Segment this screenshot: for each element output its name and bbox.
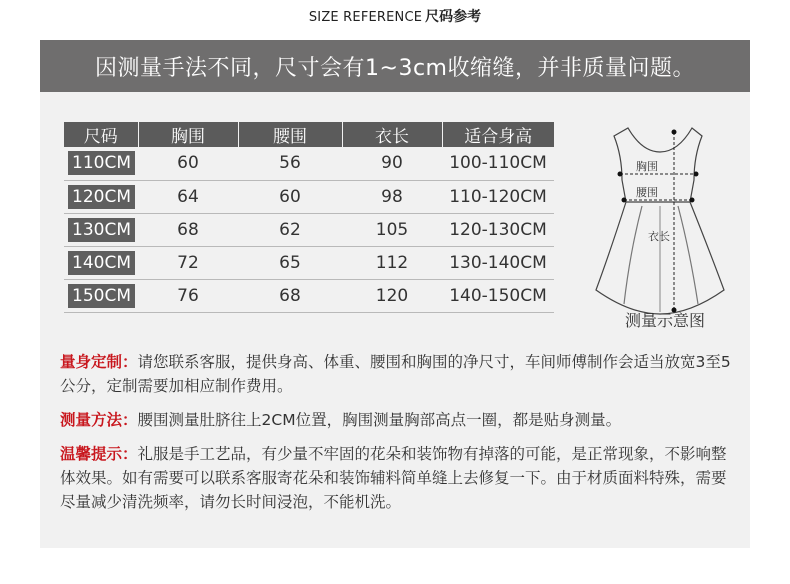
note-label: 测量方法： bbox=[60, 411, 138, 429]
height-cell: 140-150CM bbox=[442, 279, 554, 312]
dress-measurement-diagram bbox=[590, 122, 730, 322]
length-cell: 120 bbox=[342, 279, 442, 312]
height-cell: 110-120CM bbox=[442, 180, 554, 213]
note-label: 温馨提示： bbox=[60, 445, 138, 463]
note-warm-tips bbox=[60, 442, 740, 514]
diagram-caption: 测量示意图 bbox=[624, 311, 705, 330]
note-label: 量身定制： bbox=[60, 353, 138, 371]
length-cell: 112 bbox=[342, 246, 442, 279]
notice-banner: 因测量手法不同，尺寸会有1~3cm收缩缝，并非质量问题。 bbox=[40, 40, 750, 92]
size-panel bbox=[40, 92, 750, 548]
table-row bbox=[64, 147, 554, 180]
note-text: 腰围测量肚脐往上2CM位置，胸围测量胸部高点一圈，都是贴身测量。 bbox=[137, 411, 622, 429]
size-badge: 110CM bbox=[68, 151, 135, 175]
size-badge: 130CM bbox=[68, 218, 135, 242]
chest-cell: 76 bbox=[138, 279, 238, 312]
chest-cell: 72 bbox=[138, 246, 238, 279]
height-cell: 130-140CM bbox=[442, 246, 554, 279]
waist-cell: 56 bbox=[238, 147, 342, 180]
col-header-waist: 腰围 bbox=[238, 122, 342, 147]
note-text: 礼服是手工艺品，有少量不牢固的花朵和装饰物有掉落的可能，是正常现象，不影响整体效果。如有需要可以联系客服寄花朵和装饰辅料简单缝上去修复一下。由于材质面料特殊，需要尽量减少清洗频率，请勿长时间浸泡，不能机洗。 bbox=[60, 445, 727, 511]
notes-section bbox=[60, 350, 740, 524]
chest-label: 胸围 bbox=[636, 160, 658, 173]
height-cell: 100-110CM bbox=[442, 147, 554, 180]
page-header bbox=[0, 6, 790, 26]
table-row bbox=[64, 279, 554, 312]
col-header-length: 衣长 bbox=[342, 122, 442, 147]
chest-cell: 64 bbox=[138, 180, 238, 213]
waist-cell: 60 bbox=[238, 180, 342, 213]
col-header-size: 尺码 bbox=[64, 122, 138, 147]
length-cell: 98 bbox=[342, 180, 442, 213]
waist-label: 腰围 bbox=[636, 186, 658, 199]
waist-cell: 62 bbox=[238, 213, 342, 246]
table-row bbox=[64, 246, 554, 279]
dress-bodice-outline bbox=[614, 128, 702, 202]
col-header-height: 适合身高 bbox=[442, 122, 554, 147]
size-table bbox=[64, 122, 554, 313]
table-header-row bbox=[64, 122, 554, 147]
chest-cell: 60 bbox=[138, 147, 238, 180]
header-en-title: SIZE REFERENCE bbox=[308, 10, 423, 25]
table-row bbox=[64, 180, 554, 213]
col-header-chest: 胸围 bbox=[138, 122, 238, 147]
waist-cell: 65 bbox=[238, 246, 342, 279]
size-badge: 150CM bbox=[68, 284, 135, 308]
chest-cell: 68 bbox=[138, 213, 238, 246]
header-zh-title: 尺码参考 bbox=[425, 9, 482, 25]
size-badge: 120CM bbox=[68, 185, 135, 209]
table-row bbox=[64, 213, 554, 246]
height-cell: 120-130CM bbox=[442, 213, 554, 246]
note-measure-method bbox=[60, 408, 740, 432]
length-label: 衣长 bbox=[648, 230, 670, 243]
length-cell: 105 bbox=[342, 213, 442, 246]
length-cell: 90 bbox=[342, 147, 442, 180]
note-custom-size bbox=[60, 350, 740, 398]
waist-cell: 68 bbox=[238, 279, 342, 312]
size-badge: 140CM bbox=[68, 251, 135, 275]
note-text: 请您联系客服，提供身高、体重、腰围和胸围的净尺寸，车间师傅制作会适当放宽3至5公分，定制需要加相应制作费用。 bbox=[60, 353, 731, 395]
